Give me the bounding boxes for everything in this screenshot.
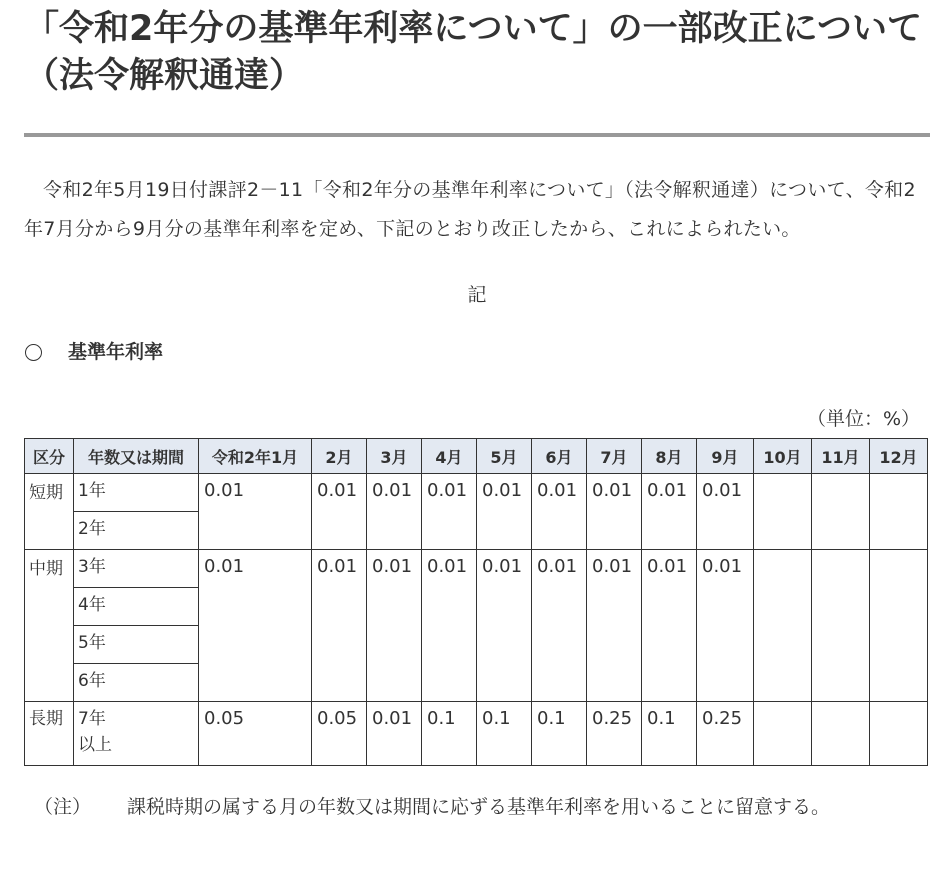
document-page (24, 0, 930, 827)
term-cell: 3年 (74, 550, 199, 588)
rate-value-cell: 0.01 (697, 550, 754, 702)
rate-value-cell: 0.01 (532, 474, 587, 550)
note-tag: （注） (34, 796, 92, 818)
category-cell: 中期 (25, 550, 74, 702)
table-header-cell: 7月 (587, 439, 642, 474)
rate-value-cell (754, 474, 812, 550)
term-cell: 6年 (74, 664, 199, 702)
rate-value-cell (870, 702, 928, 766)
rate-value-cell (870, 474, 928, 550)
ki-marker: 記 (467, 284, 487, 306)
table-header-cell: 令和2年1月 (199, 439, 312, 474)
rate-value-cell: 0.01 (199, 474, 312, 550)
rate-value-cell: 0.1 (532, 702, 587, 766)
intro-paragraph: 令和2年5月19日付課評2－11「令和2年分の基準年利率について」（法令解釈通達）について、令和2年7月分から9月分の基準年利率を定め、下記のとおり改正したから、これによられたい。 (24, 179, 916, 240)
rate-value-cell: 0.25 (697, 702, 754, 766)
rate-value-cell: 0.01 (367, 474, 422, 550)
table-header-cell: 3月 (367, 439, 422, 474)
rate-value-cell (812, 702, 870, 766)
page-title: 「令和2年分の基準年利率について」の一部改正について（法令解釈通達） (24, 9, 922, 96)
table-header-cell: 9月 (697, 439, 754, 474)
rate-value-cell: 0.01 (422, 550, 477, 702)
section-heading-label: 基準年利率 (68, 341, 164, 363)
rate-value-cell (870, 550, 928, 702)
rate-value-cell: 0.01 (422, 474, 477, 550)
rate-value-cell (754, 550, 812, 702)
rate-value-cell: 0.01 (477, 550, 532, 702)
table-row (25, 550, 928, 588)
rate-value-cell: 0.01 (587, 550, 642, 702)
rate-value-cell: 0.01 (642, 474, 697, 550)
table-header-cell: 6月 (532, 439, 587, 474)
rate-value-cell: 0.01 (312, 550, 367, 702)
table-header-cell: 5月 (477, 439, 532, 474)
term-cell: 4年 (74, 588, 199, 626)
rate-value-cell: 0.1 (642, 702, 697, 766)
table-header-cell: 10月 (754, 439, 812, 474)
rate-value-cell (754, 702, 812, 766)
table-row (25, 474, 928, 512)
rate-value-cell: 0.05 (199, 702, 312, 766)
term-cell: 5年 (74, 626, 199, 664)
rate-value-cell: 0.01 (642, 550, 697, 702)
circle-bullet-icon (25, 344, 42, 361)
rate-value-cell: 0.05 (312, 702, 367, 766)
table-header-cell: 8月 (642, 439, 697, 474)
rate-value-cell: 0.1 (422, 702, 477, 766)
category-cell: 短期 (25, 474, 74, 550)
rate-value-cell: 0.01 (199, 550, 312, 702)
section-heading (24, 337, 930, 367)
rate-value-cell: 0.01 (477, 474, 532, 550)
table-header-cell: 年数又は期間 (74, 439, 199, 474)
rate-value-cell: 0.01 (367, 550, 422, 702)
term-cell: 2年 (74, 512, 199, 550)
rate-value-cell: 0.01 (697, 474, 754, 550)
rate-value-cell: 0.01 (312, 474, 367, 550)
rate-value-cell: 0.01 (587, 474, 642, 550)
table-header-cell: 区分 (25, 439, 74, 474)
table-header-cell: 11月 (812, 439, 870, 474)
unit-label: （単位：%） (806, 408, 920, 430)
rate-value-cell (812, 550, 870, 702)
note (24, 788, 930, 827)
category-cell: 長期 (25, 702, 74, 766)
rate-value-cell (812, 474, 870, 550)
note-text: 課税時期の属する月の年数又は期間に応ずる基準年利率を用いることに留意する。 (127, 796, 831, 818)
rate-value-cell: 0.25 (587, 702, 642, 766)
term-cell: 1年 (74, 474, 199, 512)
rate-table (24, 438, 928, 766)
table-header-row (25, 439, 928, 474)
table-header-cell: 4月 (422, 439, 477, 474)
table-header-cell: 2月 (312, 439, 367, 474)
rate-value-cell: 0.1 (477, 702, 532, 766)
title-divider (24, 133, 930, 137)
rate-value-cell: 0.01 (367, 702, 422, 766)
term-cell: 7年 以上 (74, 702, 199, 766)
rate-value-cell: 0.01 (532, 550, 587, 702)
table-row (25, 702, 928, 766)
table-header-cell: 12月 (870, 439, 928, 474)
